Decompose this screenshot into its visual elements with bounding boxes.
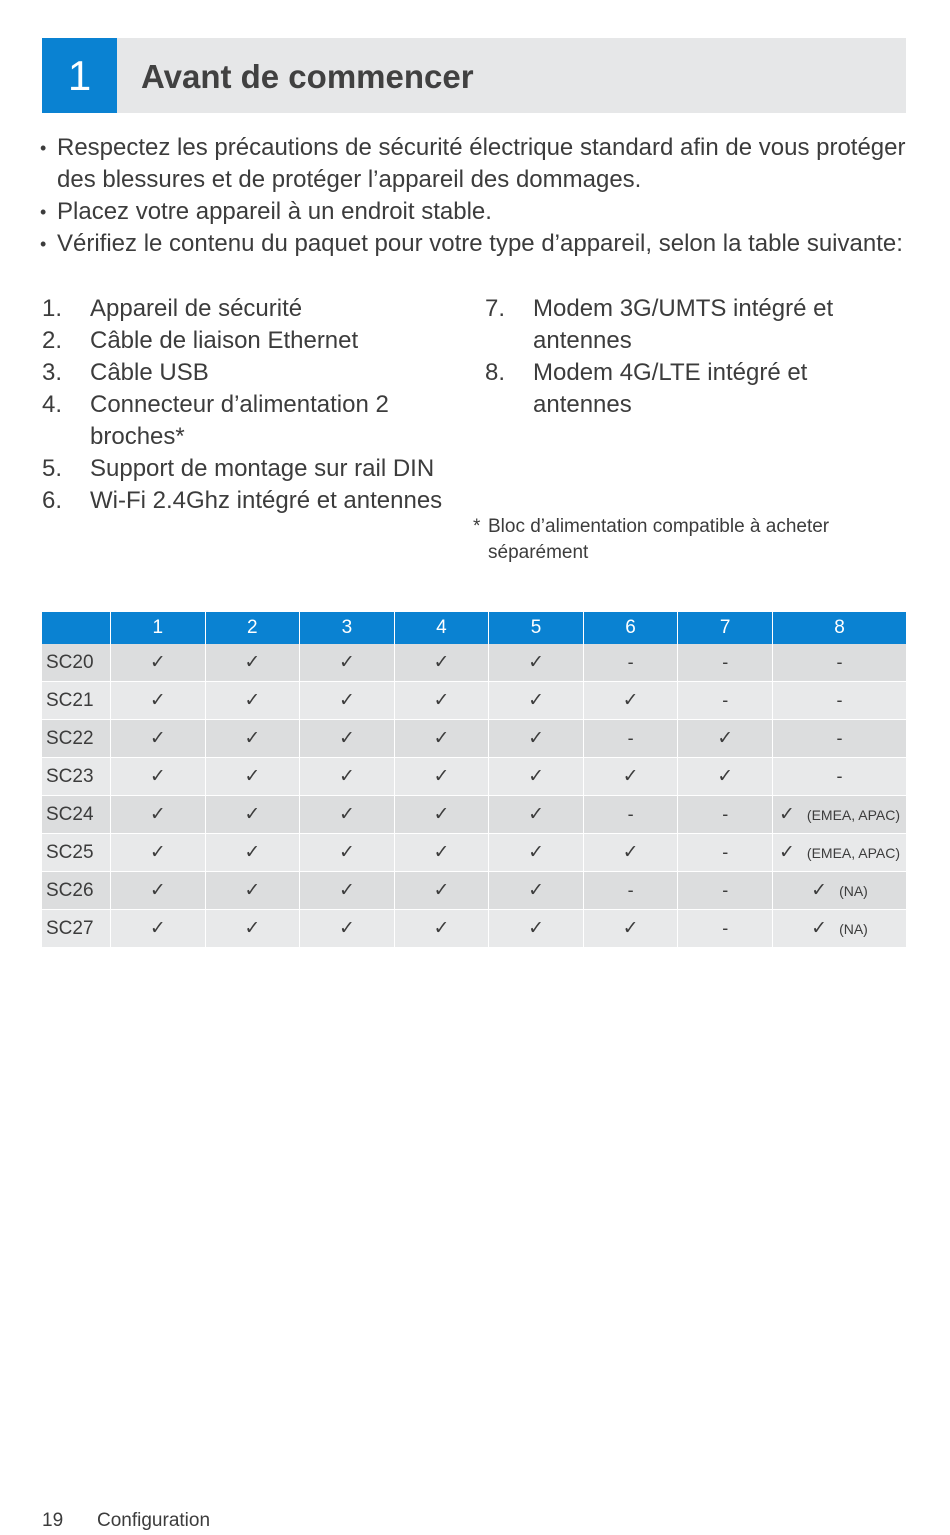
dash-mark: - xyxy=(627,803,634,824)
footer-section: Configuration xyxy=(97,1510,211,1531)
table-cell xyxy=(111,910,206,948)
table-cell xyxy=(111,834,206,872)
check-icon: ✓ xyxy=(528,917,544,939)
table-cell xyxy=(678,682,773,720)
check-icon: ✓ xyxy=(149,727,166,749)
table-cell xyxy=(394,796,489,834)
table-cell xyxy=(773,682,907,720)
table-cell xyxy=(773,796,907,834)
check-icon: ✓ xyxy=(338,651,355,673)
table-cell xyxy=(489,682,584,720)
table-cell xyxy=(394,910,489,948)
chapter-number: 1 xyxy=(42,38,117,113)
check-icon: ✓ xyxy=(528,803,544,825)
dash-mark: - xyxy=(722,879,729,900)
region-note: (EMEA, APAC) xyxy=(806,807,900,823)
package-item xyxy=(485,357,885,421)
table-cell xyxy=(773,644,907,682)
region-note: (NA) xyxy=(839,883,868,899)
check-icon: ✓ xyxy=(528,841,544,863)
table-cell xyxy=(111,720,206,758)
table-row xyxy=(42,796,906,834)
table-header-row xyxy=(42,612,906,644)
check-icon: ✓ xyxy=(528,727,544,749)
instructions-list xyxy=(40,132,910,260)
check-icon: ✓ xyxy=(778,841,795,863)
table-cell xyxy=(489,758,584,796)
package-item xyxy=(42,389,462,453)
table-header-corner xyxy=(42,612,111,644)
footnote-text: Bloc d’alimentation compatible à acheter séparément xyxy=(488,516,830,563)
check-icon: ✓ xyxy=(244,765,261,787)
check-icon: ✓ xyxy=(717,765,734,787)
table-cell xyxy=(205,796,300,834)
table-cell xyxy=(205,834,300,872)
table-header-cell: 7 xyxy=(678,612,773,644)
table-cell xyxy=(205,758,300,796)
item-number: 1. xyxy=(42,295,63,322)
table-cell xyxy=(300,910,395,948)
check-icon: ✓ xyxy=(528,651,544,673)
check-icon: ✓ xyxy=(149,803,166,825)
check-icon: ✓ xyxy=(622,917,639,939)
package-item xyxy=(42,453,462,485)
check-icon: ✓ xyxy=(149,917,166,939)
table-row xyxy=(42,720,906,758)
check-icon: ✓ xyxy=(528,879,544,901)
check-icon: ✓ xyxy=(433,765,450,787)
item-label: Appareil de sécurité xyxy=(90,295,303,322)
item-number: 6. xyxy=(42,487,63,514)
table-cell xyxy=(678,834,773,872)
instruction-item: • Placez votre appareil à un endroit stable. xyxy=(40,196,910,228)
region-note: (EMEA, APAC) xyxy=(806,845,900,861)
check-icon: ✓ xyxy=(433,651,450,673)
check-icon: ✓ xyxy=(244,879,261,901)
item-number: 4. xyxy=(42,391,63,418)
item-number: 8. xyxy=(485,359,506,386)
dash-mark: - xyxy=(627,727,634,748)
check-icon: ✓ xyxy=(338,765,355,787)
check-icon: ✓ xyxy=(433,841,450,863)
table-header-cell: 5 xyxy=(489,612,584,644)
model-cell: SC22 xyxy=(42,720,111,758)
package-items-left xyxy=(42,293,462,517)
dash-mark: - xyxy=(722,803,729,824)
dash-mark: - xyxy=(627,651,634,672)
table-cell xyxy=(489,834,584,872)
dash-mark: - xyxy=(722,689,729,710)
table-cell xyxy=(583,758,678,796)
table-header-cell: 3 xyxy=(300,612,395,644)
package-item xyxy=(42,293,462,325)
table-cell xyxy=(394,644,489,682)
check-icon: ✓ xyxy=(811,879,828,901)
table-cell xyxy=(300,720,395,758)
dash-mark: - xyxy=(722,841,729,862)
page-number: 19 xyxy=(42,1510,64,1531)
table-cell xyxy=(773,834,907,872)
table-cell xyxy=(205,682,300,720)
item-number: 2. xyxy=(42,327,63,354)
table-cell xyxy=(300,834,395,872)
package-item xyxy=(485,293,885,357)
table-cell xyxy=(394,720,489,758)
check-icon: ✓ xyxy=(149,841,166,863)
check-icon: ✓ xyxy=(433,879,450,901)
item-label: Modem 4G/LTE intégré et antennes xyxy=(533,359,808,418)
model-cell: SC27 xyxy=(42,910,111,948)
item-number: 5. xyxy=(42,455,63,482)
instruction-item: • Respectez les précautions de sécurité électrique standard afin de vous protéger des blessures et de protéger l’appareil des dommages. xyxy=(40,132,910,196)
table-cell xyxy=(300,872,395,910)
check-icon: ✓ xyxy=(244,651,261,673)
item-label: Modem 3G/UMTS intégré et antennes xyxy=(533,295,834,354)
table-cell xyxy=(111,758,206,796)
table-cell xyxy=(300,682,395,720)
table-row xyxy=(42,910,906,948)
table-row xyxy=(42,682,906,720)
check-icon: ✓ xyxy=(338,727,355,749)
table-cell xyxy=(111,872,206,910)
table-cell xyxy=(678,758,773,796)
region-note: (NA) xyxy=(839,921,868,937)
package-item xyxy=(42,325,462,357)
check-icon: ✓ xyxy=(528,765,544,787)
dash-mark: - xyxy=(836,727,843,748)
check-icon: ✓ xyxy=(433,727,450,749)
check-icon: ✓ xyxy=(622,841,639,863)
check-icon: ✓ xyxy=(244,803,261,825)
check-icon: ✓ xyxy=(149,879,166,901)
table-cell xyxy=(773,910,907,948)
table-cell xyxy=(394,834,489,872)
item-number: 3. xyxy=(42,359,63,386)
table-cell xyxy=(678,910,773,948)
check-icon: ✓ xyxy=(338,803,355,825)
table-cell xyxy=(773,758,907,796)
table-row xyxy=(42,758,906,796)
check-icon: ✓ xyxy=(338,841,355,863)
table-cell xyxy=(394,872,489,910)
table-header-cell: 8 xyxy=(773,612,907,644)
check-icon: ✓ xyxy=(433,803,450,825)
check-icon: ✓ xyxy=(778,803,795,825)
table-cell xyxy=(489,644,584,682)
check-icon: ✓ xyxy=(244,727,261,749)
check-icon: ✓ xyxy=(338,879,355,901)
model-cell: SC24 xyxy=(42,796,111,834)
table-cell xyxy=(678,872,773,910)
table-cell xyxy=(773,720,907,758)
check-icon: ✓ xyxy=(149,689,166,711)
model-cell: SC25 xyxy=(42,834,111,872)
table-cell xyxy=(205,720,300,758)
table-cell xyxy=(583,834,678,872)
table-cell xyxy=(489,872,584,910)
table-cell xyxy=(583,910,678,948)
table-cell xyxy=(205,644,300,682)
dash-mark: - xyxy=(836,689,843,710)
model-cell: SC26 xyxy=(42,872,111,910)
check-icon: ✓ xyxy=(338,689,355,711)
compatibility-table xyxy=(42,612,906,948)
table-cell xyxy=(489,796,584,834)
table-cell xyxy=(300,796,395,834)
table-cell xyxy=(583,720,678,758)
check-icon: ✓ xyxy=(338,917,355,939)
table-row xyxy=(42,644,906,682)
item-label: Connecteur d’alimentation 2 broches* xyxy=(90,391,389,450)
dash-mark: - xyxy=(836,765,843,786)
footnote-marker: * xyxy=(473,516,481,537)
table-cell xyxy=(394,758,489,796)
dash-mark: - xyxy=(627,879,634,900)
check-icon: ✓ xyxy=(622,689,639,711)
table-cell xyxy=(111,682,206,720)
table-row xyxy=(42,834,906,872)
model-cell: SC20 xyxy=(42,644,111,682)
table-cell xyxy=(205,910,300,948)
table-cell xyxy=(111,644,206,682)
table-header-cell: 1 xyxy=(111,612,206,644)
page-footer xyxy=(42,1510,210,1532)
check-icon: ✓ xyxy=(244,841,261,863)
check-icon: ✓ xyxy=(528,689,544,711)
table-cell xyxy=(205,872,300,910)
dash-mark: - xyxy=(836,651,843,672)
dash-mark: - xyxy=(722,917,729,938)
table-cell xyxy=(678,796,773,834)
table-cell xyxy=(583,796,678,834)
dash-mark: - xyxy=(722,651,729,672)
instruction-item: • Vérifiez le contenu du paquet pour votre type d’appareil, selon la table suivante: xyxy=(40,228,910,260)
table-cell xyxy=(489,720,584,758)
item-label: Support de montage sur rail DIN xyxy=(90,455,435,482)
table-cell xyxy=(300,758,395,796)
table-row xyxy=(42,872,906,910)
item-label: Câble de liaison Ethernet xyxy=(90,327,359,354)
check-icon: ✓ xyxy=(244,917,261,939)
table-cell xyxy=(773,872,907,910)
chapter-title: Avant de commencer xyxy=(141,58,474,95)
check-icon: ✓ xyxy=(433,917,450,939)
table-header-cell: 6 xyxy=(583,612,678,644)
table-body xyxy=(42,644,906,948)
chapter-header xyxy=(42,38,906,113)
item-label: Câble USB xyxy=(90,359,209,386)
table-cell xyxy=(300,644,395,682)
table-cell xyxy=(489,910,584,948)
package-item xyxy=(42,357,462,389)
table-cell xyxy=(678,644,773,682)
check-icon: ✓ xyxy=(244,689,261,711)
table-cell xyxy=(583,682,678,720)
model-cell: SC21 xyxy=(42,682,111,720)
check-icon: ✓ xyxy=(433,689,450,711)
package-item xyxy=(42,485,462,517)
table-cell xyxy=(111,796,206,834)
check-icon: ✓ xyxy=(149,651,166,673)
check-icon: ✓ xyxy=(811,917,828,939)
item-number: 7. xyxy=(485,295,506,322)
check-icon: ✓ xyxy=(149,765,166,787)
table-cell xyxy=(583,644,678,682)
footnote xyxy=(473,514,908,566)
table-cell xyxy=(678,720,773,758)
item-label: Wi-Fi 2.4Ghz intégré et antennes xyxy=(90,487,443,514)
model-cell: SC23 xyxy=(42,758,111,796)
table-cell xyxy=(394,682,489,720)
check-icon: ✓ xyxy=(717,727,734,749)
check-icon: ✓ xyxy=(622,765,639,787)
table-header-cell: 2 xyxy=(205,612,300,644)
table-header-cell: 4 xyxy=(394,612,489,644)
package-items-right xyxy=(485,293,885,421)
table-cell xyxy=(583,872,678,910)
